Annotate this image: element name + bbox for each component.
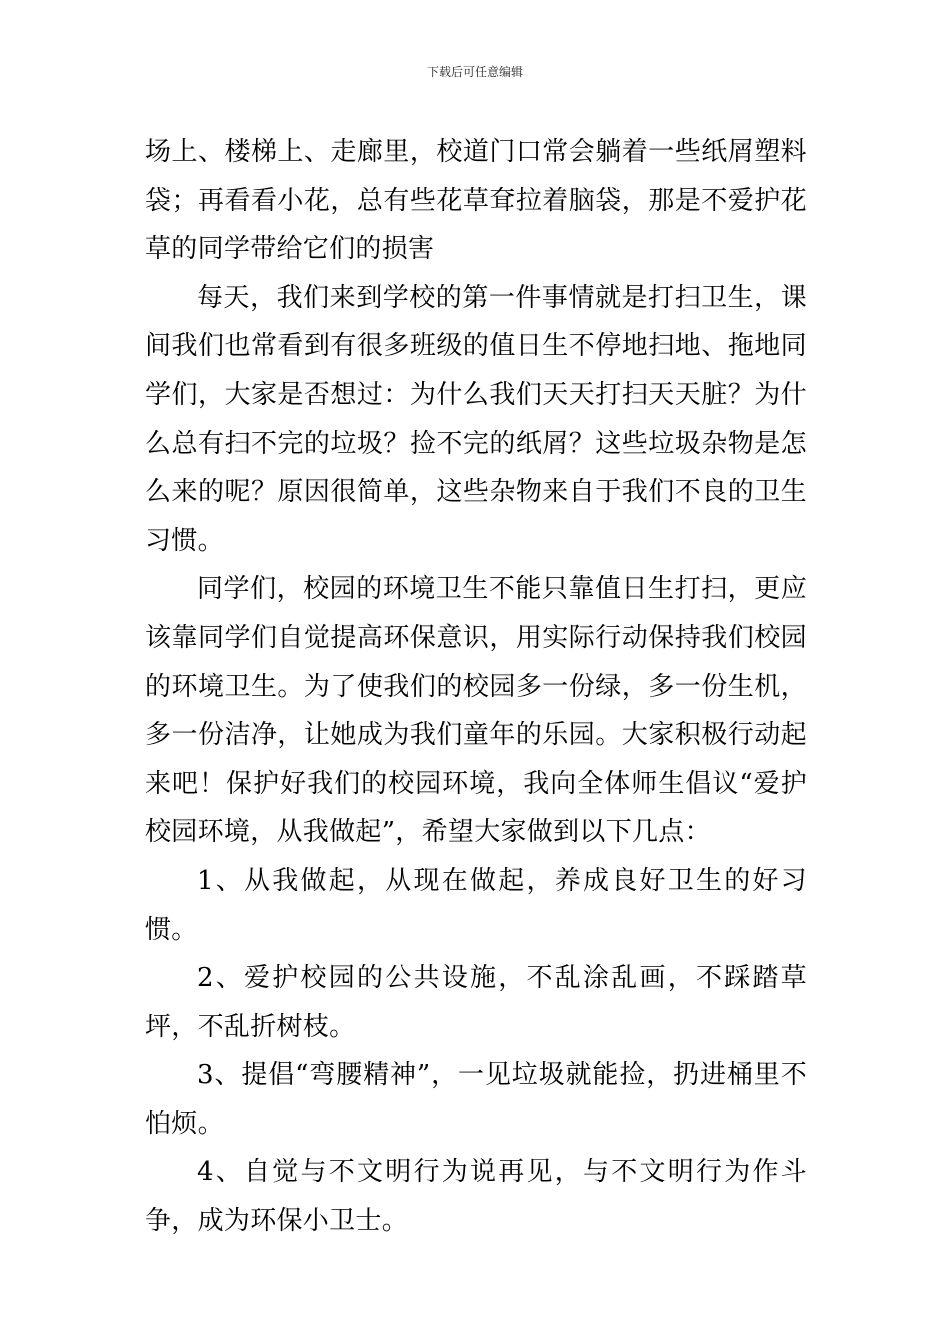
list-item: 1、从我做起，从现在做起，养成良好卫生的好习惯。 xyxy=(145,865,807,945)
paragraph-continued: 场上、楼梯上、走廊里，校道门口常会躺着一些纸屑塑料袋；再看看小花，总有些花草耷拉着脑袋，那是不爱护花草的同学带给它们的损害 xyxy=(145,137,807,265)
list-item: 3、提倡“弯腰精神”，一见垃圾就能捡，扔进桶里不怕烦。 xyxy=(145,1060,807,1139)
page-header: 下载后可任意编辑 xyxy=(426,65,523,79)
list-item: 2、爱护校园的公共设施，不乱涂乱画，不踩踏草坪，不乱折树枝。 xyxy=(145,963,807,1042)
document-body xyxy=(145,128,807,1246)
paragraph: 同学们，校园的环境卫生不能只靠值日生打扫，更应该靠同学们自觉提高环保意识，用实际行动保持我们校园的环境卫生。为了使我们的校园多一份绿，多一份生机，多一份洁净，让她成为我们童年的乐园。大家积极行动起来吧！保护好我们的校园环境，我向全体师生倡议“爱护校园环境，从我做起”，希望大家做到以下几点： xyxy=(145,574,807,848)
paragraph: 每天，我们来到学校的第一件事情就是打扫卫生，课间我们也常看到有很多班级的值日生不停地扫地、拖地同学们，大家是否想过：为什么我们天天打扫天天脏？为什么总有扫不完的垃圾？捡不完的纸屑？这些垃圾杂物是怎么来的呢？原因很简单，这些杂物来自于我们不良的卫生习惯。 xyxy=(145,282,807,556)
list-item: 4、自觉与不文明行为说再见，与不文明行为作斗争，成为环保小卫士。 xyxy=(145,1157,807,1237)
